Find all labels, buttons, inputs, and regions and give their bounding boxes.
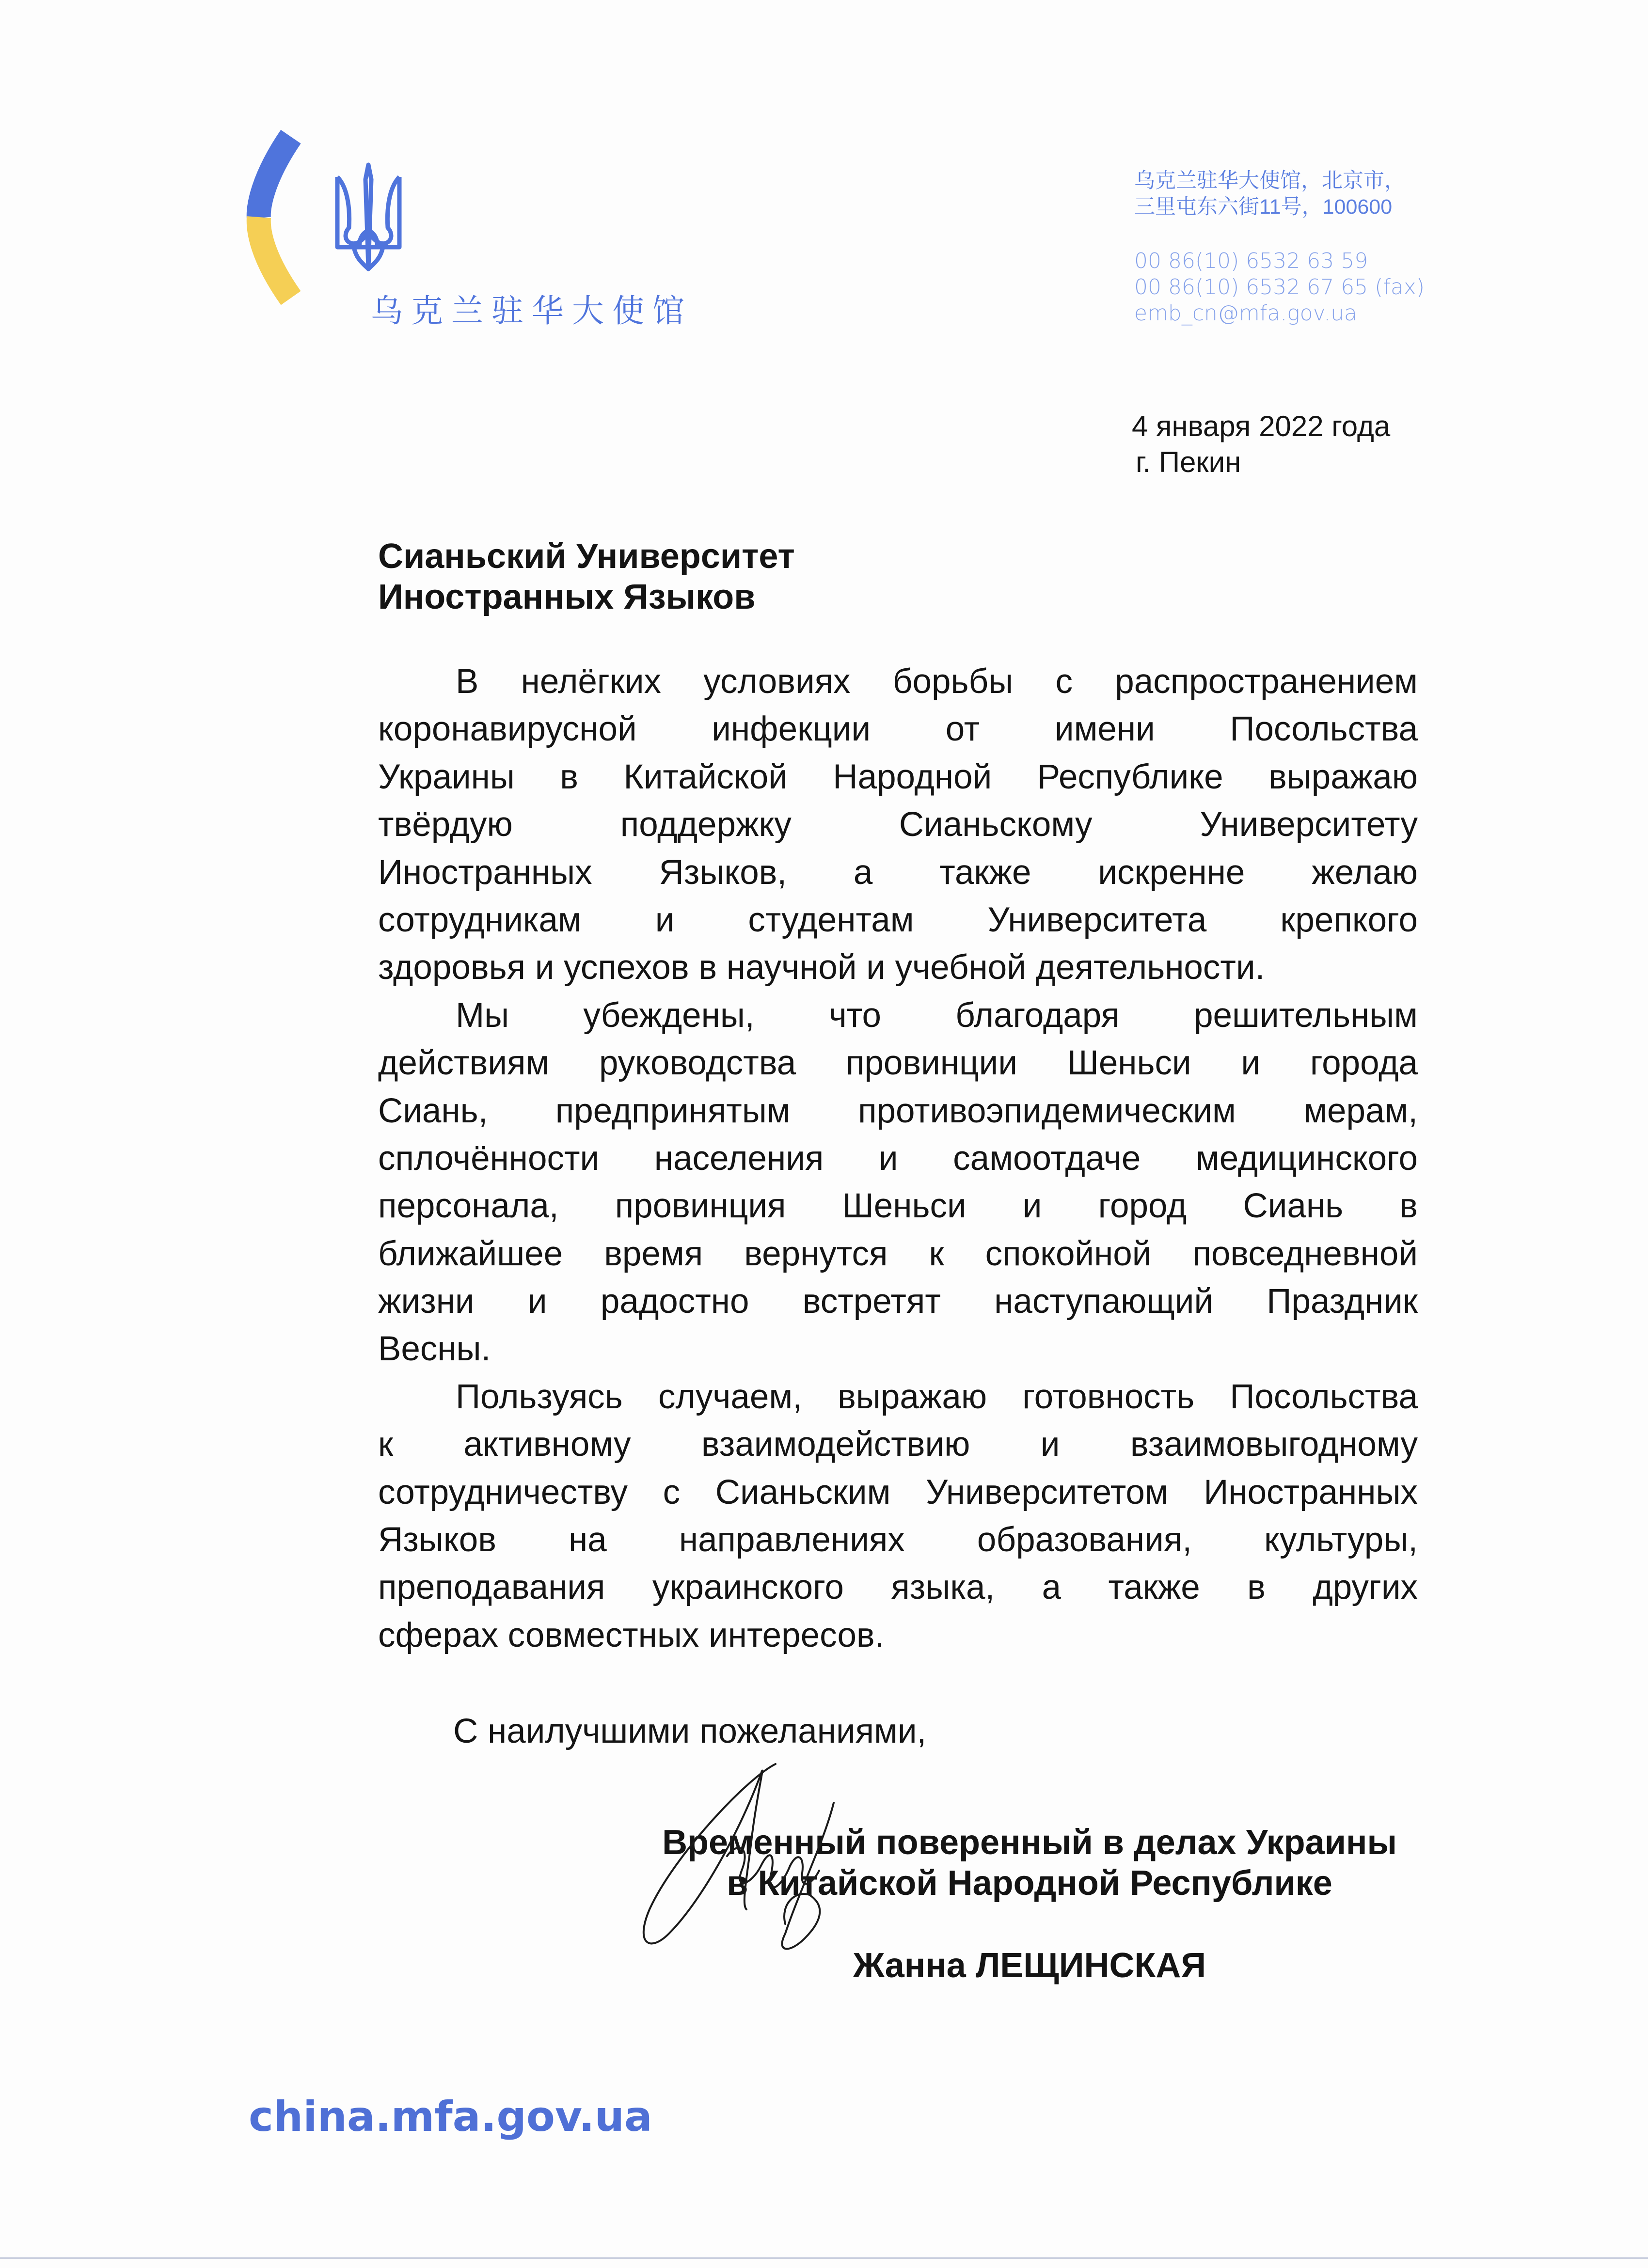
bottom-divider	[0, 2257, 1648, 2259]
recipient-line: Иностранных Языков	[378, 578, 756, 616]
embassy-address	[1134, 168, 1405, 220]
letter-body	[378, 658, 1418, 1659]
embassy-name-zh: 乌克兰驻华大使馆	[371, 293, 693, 329]
body-line: В нелёгких условиях борьбы с распространением	[456, 662, 1418, 701]
body-line: сотрудникам и студентам Университета крепкого	[378, 900, 1418, 939]
body-line: Иностранных Языков, а также искренне желаю	[378, 853, 1418, 892]
body-line: к активному взаимодействию и взаимовыгодному	[378, 1425, 1418, 1464]
ukraine-trident-icon	[330, 160, 407, 276]
body-line: сотрудничеству с Сианьским Университетом Иностранных	[378, 1473, 1418, 1512]
address-line: 乌克兰驻华大使馆，北京市，	[1134, 169, 1405, 192]
recipient-line: Сианьский Университет	[378, 537, 795, 576]
signatory-title: Временный поверенный в делах Украины	[662, 1823, 1397, 1862]
letter-city: г. Пекин	[1136, 446, 1241, 478]
handwritten-signature	[630, 1745, 969, 1958]
embassy-contacts	[1134, 248, 1425, 327]
body-line: здоровья и успехов в научной и учебной деятельности.	[378, 948, 1265, 987]
body-line: Пользуясь случаем, выражаю готовность Посольства	[456, 1377, 1418, 1416]
body-line: действиям руководства провинции Шеньси и города	[378, 1044, 1418, 1083]
recipient	[378, 536, 795, 617]
body-line: ближайшее время вернутся к спокойной повседневной	[378, 1234, 1418, 1273]
date-block	[1132, 409, 1390, 480]
email-address: emb_cn@mfa.gov.ua	[1134, 301, 1358, 326]
body-line: Украины в Китайской Народной Республике выражаю	[378, 757, 1418, 796]
phone-number: 00 86(10) 6532 63 59	[1134, 249, 1368, 273]
body-line: Языков на направлениях образования, культуры,	[378, 1521, 1418, 1559]
flag-arc-logo-icon	[233, 126, 310, 310]
closing-salutation: С наилучшими пожеланиями,	[453, 1712, 927, 1750]
body-line: преподавания украинского языка, а также в других	[378, 1568, 1418, 1607]
body-line: сферах совместных интересов.	[378, 1616, 885, 1654]
body-line: Мы убеждены, что благодаря решительным	[456, 996, 1418, 1035]
body-line: коронавирусной инфекции от имени Посольства	[378, 710, 1418, 749]
fax-number: 00 86(10) 6532 67 65 (fax)	[1134, 275, 1425, 299]
body-line: сплочённости населения и самоотдаче медицинского	[378, 1139, 1418, 1178]
body-line: твёрдую поддержку Сианьскому Университету	[378, 805, 1418, 844]
address-line: 三里屯东六街11号，100600	[1134, 195, 1393, 219]
body-line: Весны.	[378, 1330, 491, 1369]
letter-date: 4 января 2022 года	[1132, 410, 1391, 442]
body-line: Сиань, предпринятым противоэпидемическим мерам,	[378, 1091, 1418, 1130]
body-line: жизни и радостно встретят наступающий Праздник	[378, 1282, 1418, 1321]
signatory-title: в Китайской Народной Республике	[727, 1864, 1332, 1903]
body-line: персонала, провинция Шеньси и город Сиань в	[378, 1187, 1418, 1226]
footer-website-link[interactable]: china.mfa.gov.ua	[249, 2093, 652, 2141]
signatory-name: Жанна ЛЕЩИНСКАЯ	[853, 1946, 1206, 1985]
